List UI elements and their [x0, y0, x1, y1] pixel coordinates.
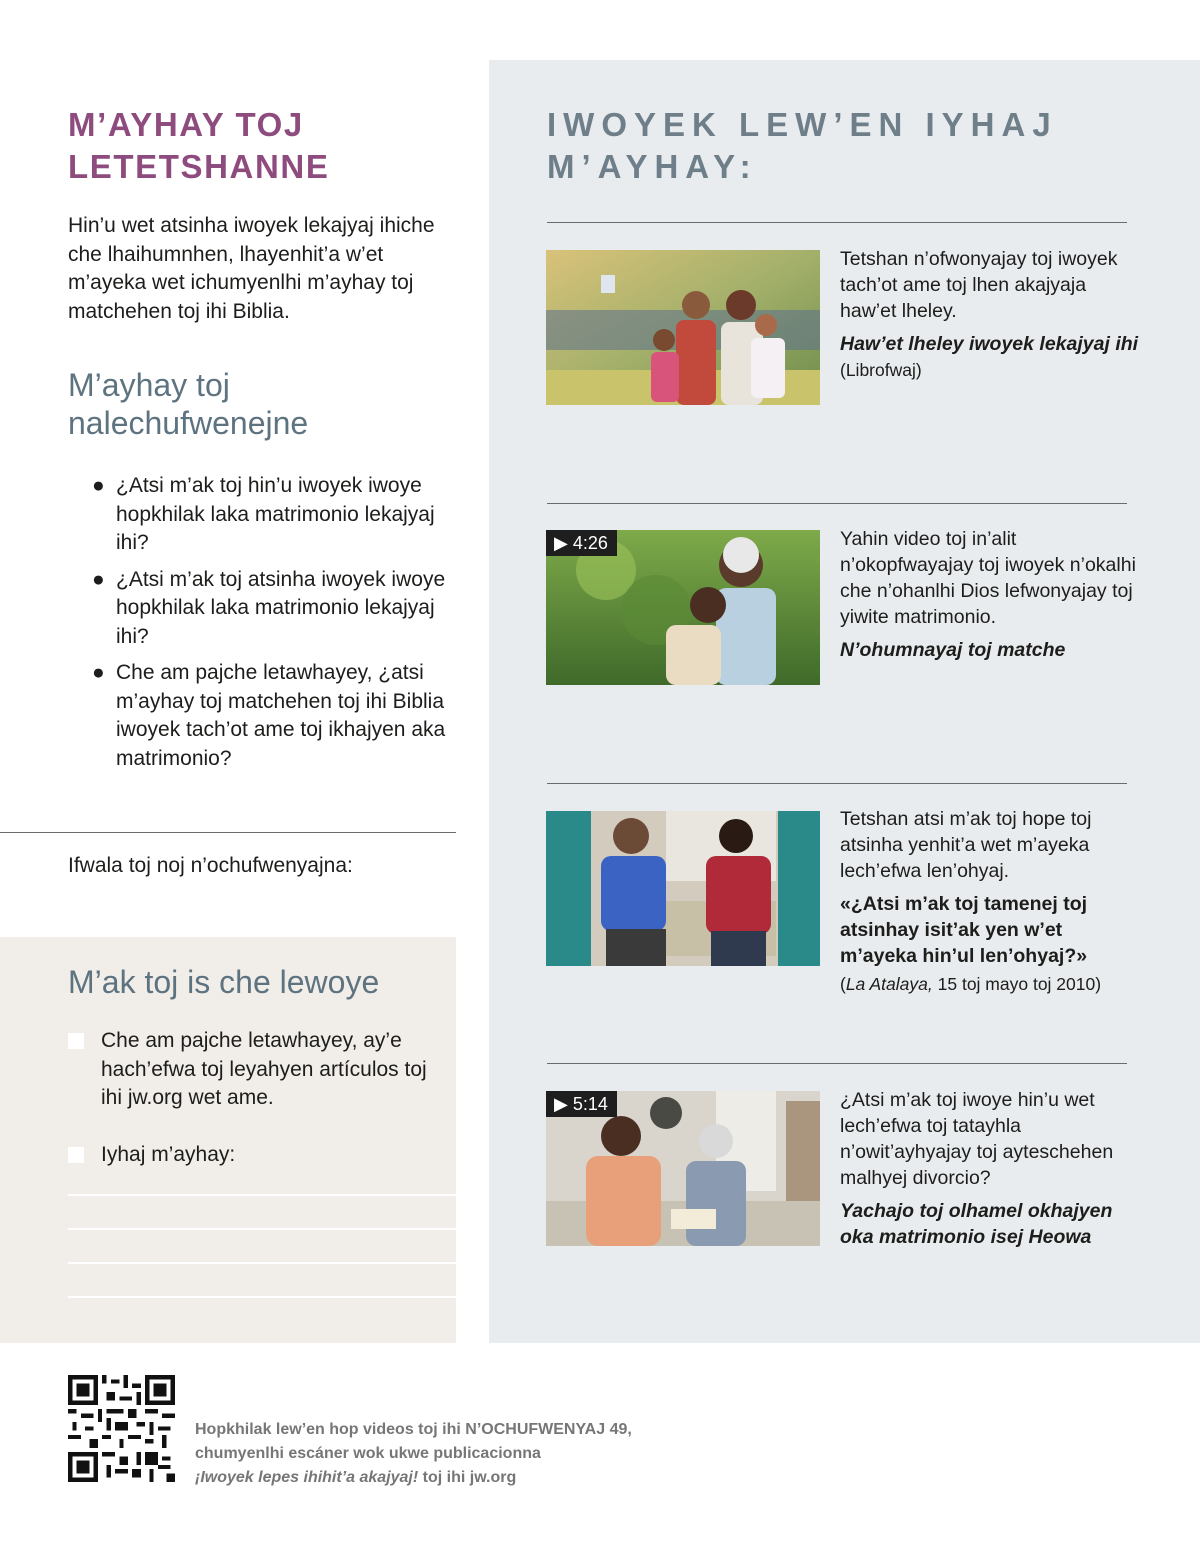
task-item: Iyhaj m’ayhay:: [68, 1141, 448, 1170]
resource-card: [840, 806, 1140, 997]
family-selfie-photo[interactable]: [546, 250, 820, 405]
card-divider: [547, 783, 1127, 784]
resource-card: [840, 1087, 1140, 1250]
video-duration-badge: ▶ 4:26: [546, 530, 617, 556]
checkbox[interactable]: [68, 1033, 84, 1049]
card-description: Tetshan atsi m’ak toj hope toj atsinha yenhit’a wet m’ayeka lech’efwa len’ohyaj.: [840, 808, 1092, 882]
section-divider: [0, 832, 456, 833]
review-question: ● ¿Atsi m’ak toj atsinha iwoyek iwoye hopkhilak laka matrimonio lekajyaj ihi?: [92, 567, 446, 648]
review-title: M’ayhay toj nalechufwenejne: [68, 367, 309, 441]
review-question: ● Che am pajche letawhayey, ¿atsi m’ayhay toj matchehen toj ihi Biblia iwoyek tach’ot ame toj ikhajyen aka matrimonio?: [92, 661, 446, 770]
writing-line[interactable]: [68, 1296, 456, 1298]
card-description: Tetshan n’ofwonyajay toj iwoyek tach’ot ame toj lhen akajyaja haw’et lheley.: [840, 248, 1118, 322]
card-source: (Librofwaj): [840, 360, 922, 380]
resource-card: [840, 246, 1140, 383]
card-description: ¿Atsi m’ak toj iwoye hin’u wet lech’efwa toj tatayhla n’owit’ayhyajay toj ayteschehen malhyej divorcio?: [840, 1089, 1114, 1189]
card-source: (La Atalaya, 15 toj mayo toj 2010): [840, 974, 1102, 994]
try-title: M’ak toj is che lewoye: [68, 964, 380, 1000]
elderly-couple-embrace-photo[interactable]: [546, 530, 820, 685]
qr-code-icon[interactable]: [68, 1375, 175, 1482]
writing-line[interactable]: [68, 1262, 456, 1264]
bullet-icon: ●: [92, 474, 105, 497]
card-reference-link[interactable]: Yachajo toj olhamel okhajyen oka matrimonio isej Heowa: [840, 1200, 1113, 1248]
panel-title: IWOYEK LEW’EN IYHAJ M’AYHAY:: [547, 106, 1058, 185]
card-reference-link[interactable]: N’ohumnayaj toj matche: [840, 639, 1066, 661]
writing-line[interactable]: [68, 1194, 456, 1196]
bullet-icon: ●: [92, 567, 105, 591]
summary-intro: Hin’u wet atsinha iwoyek lekajyaj ihiche che lhaihumnhen, lhayenhit’a w’et m’ayeka wet ichumyenlhi m’ayhay toj matchehen toj ihi Biblia.: [68, 214, 435, 323]
summary-title: M’AYHAY TOJ LETETSHANNE: [68, 106, 330, 185]
couple-talking-photo[interactable]: [546, 811, 820, 966]
bullet-icon: ●: [92, 661, 105, 684]
writing-line[interactable]: [68, 1228, 456, 1230]
review-question: ● ¿Atsi m’ak toj hin’u iwoyek iwoye hopkhilak laka matrimonio lekajyaj ihi?: [92, 474, 435, 554]
older-couple-reading-bible-photo[interactable]: [546, 1091, 820, 1246]
footer-note: Hopkhilak lew’en hop videos toj ihi N’OCHUFWENYAJ 49, chumyenlhi escáner wok ukwe publicacionna ¡Iwoyek lepes ihihit’a akajyaj! toj ihi jw.org: [195, 1421, 632, 1486]
card-divider: [547, 1063, 1127, 1064]
checkbox[interactable]: [68, 1147, 84, 1163]
task-item: Che am pajche letawhayey, ay’e hach’efwa toj leyahyen artículos toj ihi jw.org wet ame.: [68, 1027, 448, 1113]
card-reference-link[interactable]: «¿Atsi m’ak toj tamenej toj atsinhay isit’ak yen w’et m’ayeka hin’ul len’ohyaj?»: [840, 893, 1088, 967]
card-description: Yahin video toj in’alit n’okopfwayajay toj iwoyek n’okalhi che n’ohanlhi Dios lefwonyajay toj yiwite matrimonio.: [840, 528, 1136, 628]
video-duration-badge: ▶ 5:14: [546, 1091, 617, 1117]
card-reference-link[interactable]: Haw’et lheley iwoyek lekajyaj ihi: [840, 333, 1139, 355]
review-questions: [92, 472, 462, 781]
card-divider: [547, 503, 1127, 504]
card-divider: [547, 222, 1127, 223]
resource-card: [840, 526, 1140, 663]
notes-label: Ifwala toj noj n’ochufwenyajna:: [68, 854, 353, 877]
